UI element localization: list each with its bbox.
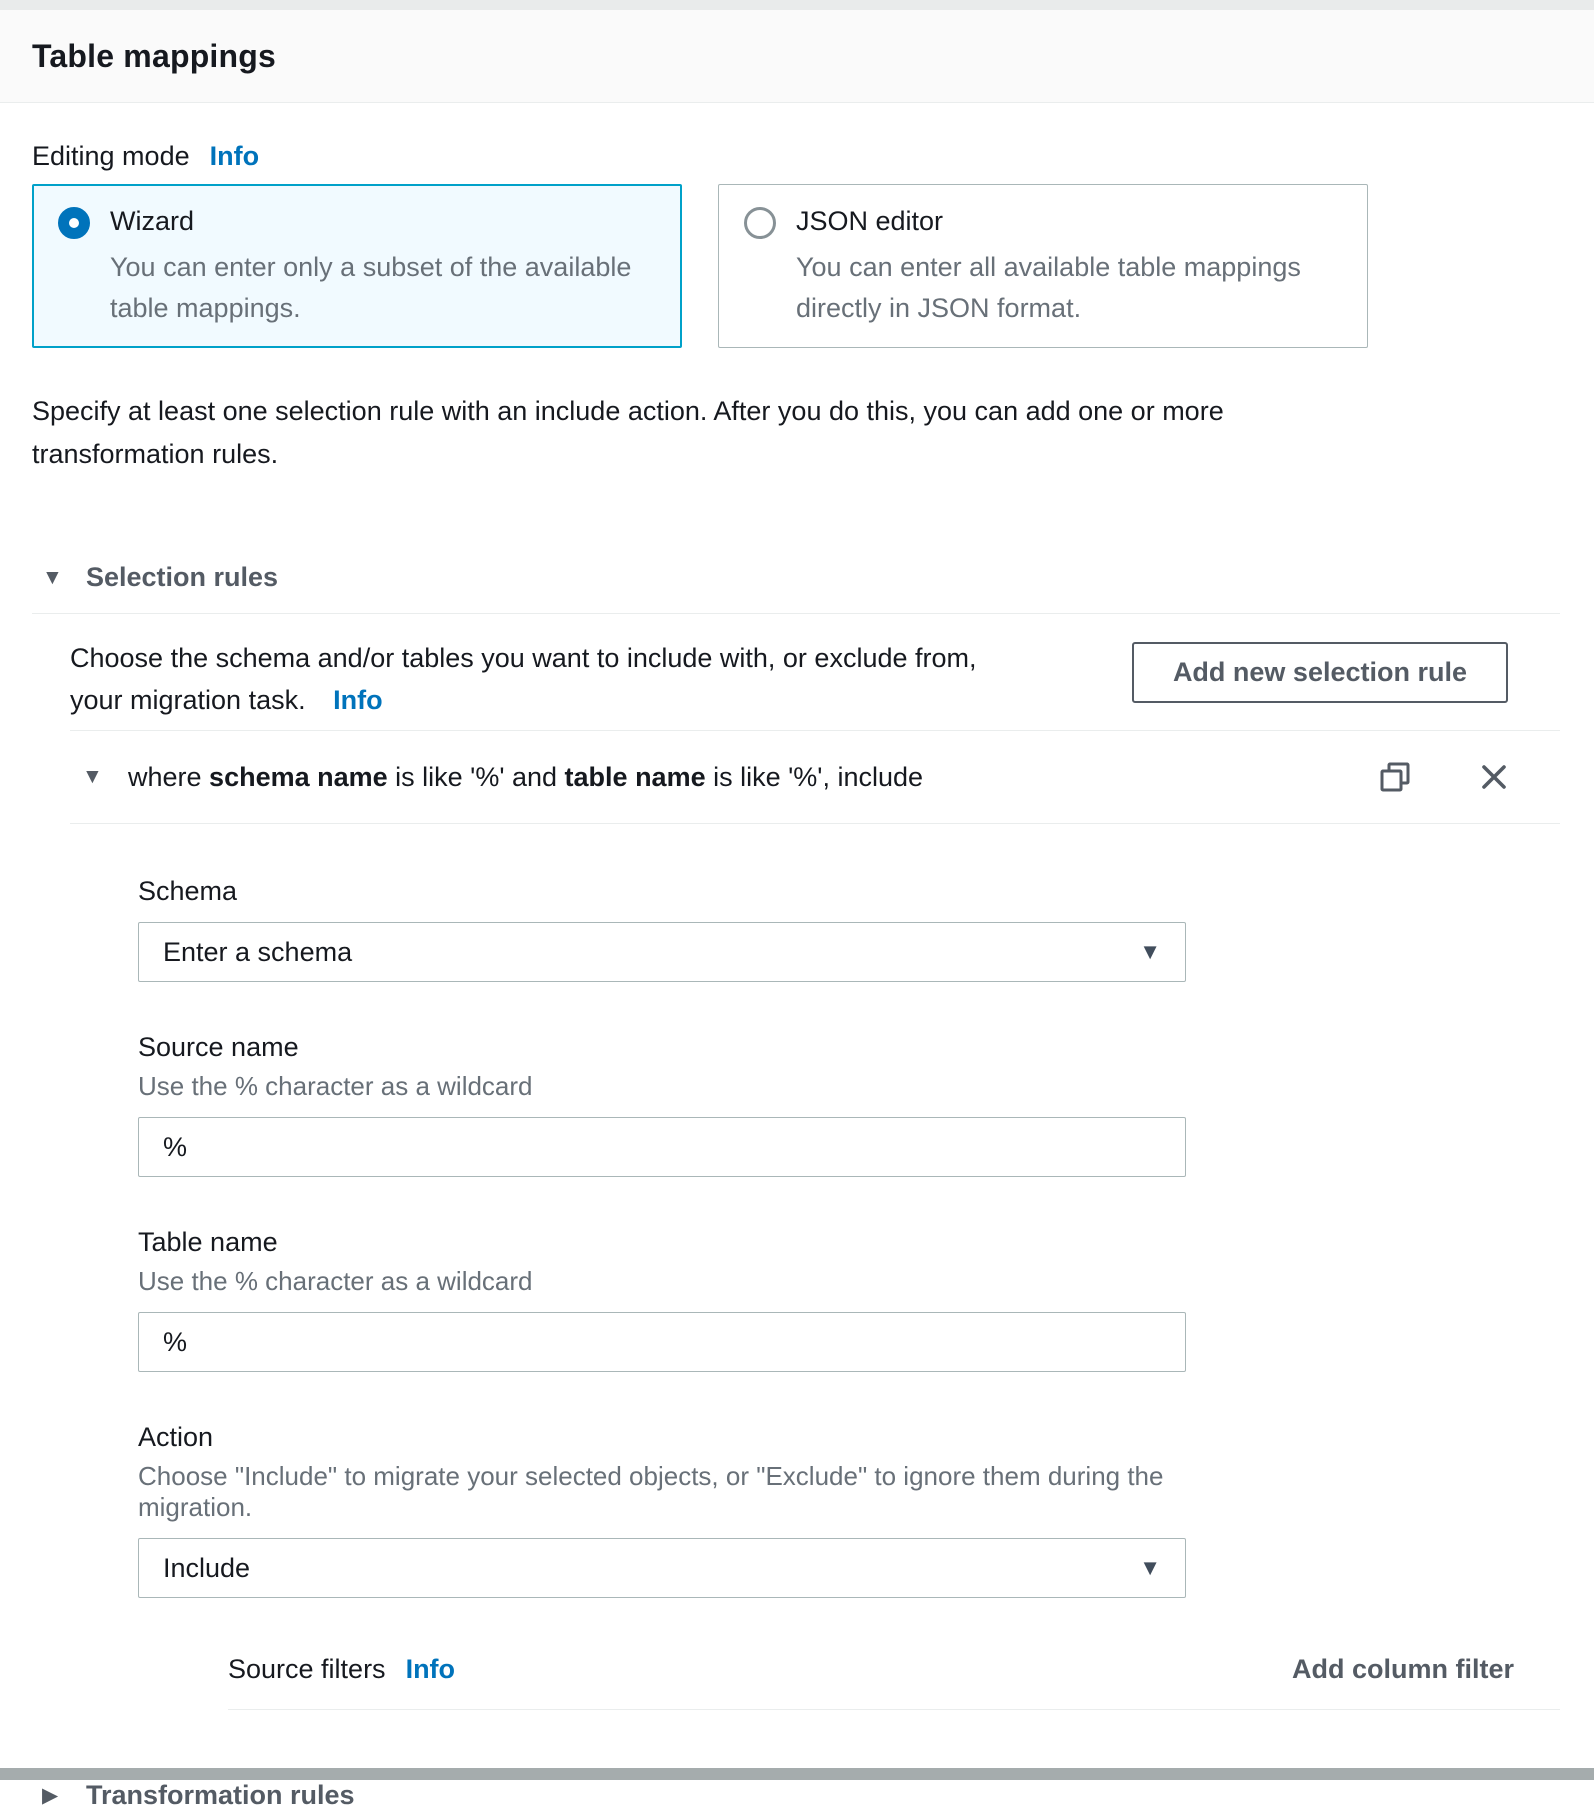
rule-fields [138, 876, 1186, 1598]
editing-mode-options [32, 184, 1560, 348]
table-name-input[interactable] [138, 1312, 1186, 1372]
transformation-rules-header[interactable] [32, 1780, 1560, 1811]
copy-icon[interactable] [1378, 760, 1412, 794]
source-name-hint: Use the % character as a wildcard [138, 1071, 533, 1102]
json-editor-option-label: JSON editor [796, 206, 944, 236]
source-filters-info-link[interactable]: Info [405, 1654, 456, 1685]
selection-rules-info-link[interactable]: Info [333, 685, 383, 716]
editing-mode-info-link[interactable]: Info [209, 141, 260, 171]
table-name-hint: Use the % character as a wildcard [138, 1266, 533, 1297]
caret-down-icon: ▼ [1139, 939, 1161, 965]
selection-rules-header[interactable] [32, 562, 1560, 593]
source-filters-section [228, 1654, 1560, 1710]
editing-mode-label: Editing mode [32, 141, 190, 171]
add-column-filter-button[interactable]: Add column filter [1292, 1654, 1514, 1685]
schema-label: Schema [138, 876, 238, 907]
radio-selected-icon[interactable] [58, 207, 90, 239]
selection-rules-title: Selection rules [86, 562, 279, 593]
action-select-value: Include [163, 1552, 251, 1583]
rule-summary-text: where schema name is like '%' and table name is like '%', include [128, 761, 924, 792]
bottom-strip [0, 1768, 1594, 1780]
source-filters-label: Source filters [228, 1654, 386, 1685]
schema-select[interactable] [138, 922, 1186, 982]
transformation-rules-title: Transformation rules [86, 1780, 355, 1811]
schema-select-value: Enter a schema [163, 936, 353, 967]
radio-unselected-icon[interactable] [744, 207, 776, 239]
source-name-input[interactable] [138, 1117, 1186, 1177]
source-name-label: Source name [138, 1032, 299, 1063]
chevron-right-icon[interactable]: ▶ [42, 1784, 59, 1808]
chevron-down-icon[interactable]: ▼ [82, 765, 103, 789]
action-hint: Choose "Include" to migrate your selected objects, or "Exclude" to ignore them during the migration. [138, 1461, 1164, 1523]
action-select[interactable] [138, 1538, 1186, 1598]
divider [70, 823, 1560, 824]
table-name-label: Table name [138, 1227, 278, 1258]
divider [228, 1709, 1560, 1710]
caret-down-icon: ▼ [1139, 1555, 1161, 1581]
add-selection-rule-button[interactable]: Add new selection rule [1132, 642, 1508, 703]
editing-mode-card-json-editor[interactable] [718, 184, 1368, 348]
json-editor-option-description: You can enter all available table mappings directly in JSON format. [796, 252, 1301, 323]
intro-text: Specify at least one selection rule with an include action. After you do this, you can add one or more transformation rules. [32, 396, 1224, 470]
editing-mode-card-wizard[interactable] [32, 184, 682, 348]
page-title: Table mappings [32, 37, 277, 74]
divider [32, 613, 1560, 614]
action-label: Action [138, 1422, 214, 1453]
main-content [0, 141, 1594, 1811]
top-strip [0, 0, 1594, 10]
selection-rules-description: Choose the schema and/or tables you want to include with, or exclude from, your migration task. Info [70, 643, 977, 716]
chevron-down-icon[interactable]: ▼ [42, 565, 63, 589]
close-icon[interactable] [1478, 761, 1510, 793]
selection-rule-row [70, 731, 1560, 823]
wizard-option-description: You can enter only a subset of the available table mappings. [110, 252, 632, 323]
wizard-option-label: Wizard [110, 206, 195, 236]
panel-header [0, 10, 1594, 103]
